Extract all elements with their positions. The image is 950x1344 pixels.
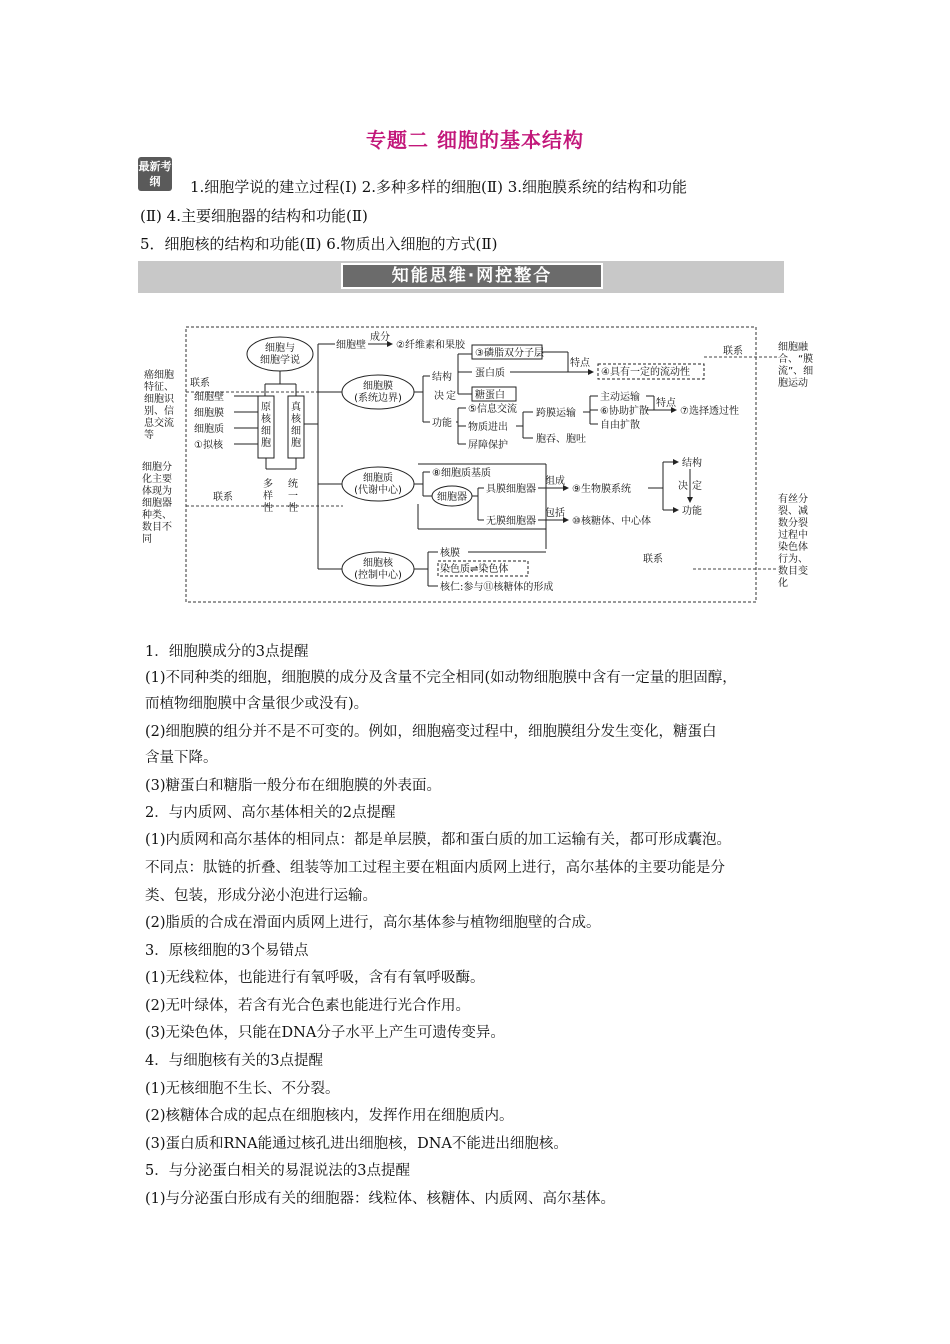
nucleus-2: (控制中心): [354, 570, 402, 581]
label-gongneng: 功能: [432, 418, 452, 429]
eukaryote-2: 核: [291, 414, 301, 425]
left-list-nucleoid: ①拟核: [194, 440, 223, 451]
jueding2-2: 定: [692, 481, 702, 492]
body-line-2: 而植物细胞膜中含量很少或没有)。: [145, 696, 369, 712]
membrane-1: 细胞膜: [363, 381, 393, 392]
jueding-2: 定: [446, 391, 456, 402]
prokaryote-2: 核: [261, 414, 271, 425]
label-ziyou: 自由扩散: [600, 420, 640, 431]
eukaryote-1: 真: [291, 402, 301, 413]
left-note-diff-2: 化主要: [142, 474, 172, 485]
body-line-5: (3)糖蛋白和糖脂一般分布在细胞膜的外表面。: [145, 778, 442, 794]
left-note-cancer: [144, 368, 175, 441]
label-baokuo: 包括: [545, 508, 565, 519]
body-line-8: 类、包装，形成分泌小泡进行运输。: [145, 888, 377, 904]
section-banner-title: 知能思维·网控整合: [341, 263, 603, 289]
left-list-cytoplasm: 细胞质: [194, 424, 224, 435]
cytoplasm-2: (代谢中心): [354, 485, 402, 496]
left-note-cancer-3: 细胞识: [144, 394, 174, 405]
left-list-wall: 细胞壁: [194, 392, 224, 403]
right-note-fusion-4: 胞运动: [778, 378, 808, 389]
right-note-fusion-1: 细胞融: [778, 342, 808, 353]
body-line-7: 不同点：肽链的折叠、组装等加工过程主要在粗面内质网上进行，高尔基体的主要功能是分: [145, 860, 725, 876]
body-line-12: (3)无染色体，只能在DNA分子水平上产生可遗传变异。: [145, 1025, 505, 1041]
node-8: ⑧细胞质基质: [432, 468, 491, 479]
unity-3: 性: [288, 503, 298, 514]
label-wumo: 无膜细胞器: [486, 516, 536, 527]
right-note-fusion-3: 流”、细: [778, 366, 814, 377]
page-title: 专题二 细胞的基本结构: [366, 128, 584, 152]
cell-theory-1: 细胞与: [265, 343, 295, 354]
jueding-1: 决: [434, 391, 444, 402]
nucleus-1: 细胞核: [363, 558, 393, 569]
label-hemo: 核膜: [440, 548, 460, 559]
right-note-mitosis-3: 数分裂: [778, 518, 808, 529]
label-protein: 蛋白质: [475, 368, 505, 379]
concept-map: [138, 324, 818, 606]
link-label-2: 联系: [213, 492, 233, 503]
left-note-cancer-6: 等: [144, 430, 154, 441]
link-label-3: 联系: [723, 346, 743, 357]
label-chromatin: 染色质⇌染色体: [440, 564, 509, 575]
prokaryote-4: 胞: [261, 438, 271, 449]
diversity-3: 性: [263, 503, 273, 514]
left-note-cancer-5: 息交流: [144, 418, 174, 429]
unity-2: 一: [288, 491, 298, 502]
node-7: ⑦选择透过性: [680, 406, 739, 417]
right-note-mitosis-4: 过程中: [778, 530, 808, 541]
body-line-16: (1)与分泌蛋白形成有关的细胞器：线粒体、核糖体、内质网、高尔基体。: [145, 1191, 616, 1207]
link-label-1: 联系: [190, 378, 210, 389]
jueding2-1: 决: [678, 481, 688, 492]
body-line-13: (1)无核细胞不生长、不分裂。: [145, 1081, 340, 1097]
label-tedian-2: 特点: [656, 398, 676, 409]
node-6: ⑥协助扩散: [600, 406, 649, 417]
unity-1: 统: [288, 479, 298, 490]
label-nucleolus: 核仁:参与⑪核糖体的形成: [440, 582, 554, 593]
body-line-15: (3)蛋白质和RNA能通过核孔进出细胞核，DNA不能进出细胞核。: [145, 1136, 568, 1152]
outline-line-2: (Ⅱ) 4.主要细胞器的结构和功能(Ⅱ): [140, 207, 368, 225]
label-glycoprotein: 糖蛋白: [475, 390, 505, 401]
label-gongneng-2: 功能: [682, 506, 702, 517]
left-note-diff-3: 体现为: [142, 486, 172, 497]
membrane-2: (系统边界): [354, 393, 402, 404]
left-note-differentiation: [142, 460, 172, 545]
body-line-11: (2)无叶绿体，若含有光合色素也能进行光合作用。: [145, 998, 471, 1014]
heading-1: 1．细胞膜成分的3点提醒: [145, 644, 309, 660]
heading-3: 3．原核细胞的3个易错点: [145, 943, 309, 959]
label-jiegou: 结构: [432, 372, 452, 383]
right-note-fusion: [778, 340, 813, 389]
label-zucheng: 组成: [545, 476, 565, 487]
right-note-mitosis-2: 裂、减: [778, 506, 808, 517]
outline-line-1: 1.细胞学说的建立过程(Ⅰ) 2.多种多样的细胞(Ⅱ) 3.细胞膜系统的结构和功能: [190, 178, 688, 196]
body-line-10: (1)无线粒体，也能进行有氧呼吸，含有有氧呼吸酶。: [145, 970, 485, 986]
label-tedian: 特点: [570, 358, 590, 369]
node-2: ②纤维素和果胶: [396, 340, 465, 351]
node-10: ⑩核糖体、中心体: [572, 516, 651, 527]
label-pingzhang: 屏障保护: [468, 440, 508, 451]
body-line-9: (2)脂质的合成在滑面内质网上进行，高尔基体参与植物细胞壁的合成。: [145, 915, 601, 931]
right-note-mitosis-5: 染色体: [778, 542, 808, 553]
eukaryote-3: 细: [291, 426, 301, 437]
organelle: 细胞器: [437, 492, 467, 503]
cell-wall: 细胞壁: [336, 340, 366, 351]
body-line-4: 含量下降。: [145, 750, 218, 766]
right-note-mitosis-7: 数目变: [778, 566, 808, 577]
node-5: ⑤信息交流: [468, 404, 517, 415]
left-list-membrane: 细胞膜: [194, 408, 224, 419]
link-label-4: 联系: [643, 554, 663, 565]
body-line-1: (1)不同种类的细胞，细胞膜的成分及含量不完全相同(如动物细胞膜中含有一定量的胆固醇，: [145, 670, 737, 686]
section-banner: [138, 261, 784, 293]
label-jumo: 具膜细胞器: [486, 484, 536, 495]
left-note-diff-4: 细胞器: [142, 498, 172, 509]
left-note-cancer-1: 癌细胞: [144, 370, 174, 381]
right-note-mitosis-8: 化: [778, 578, 788, 589]
node-3: ③磷脂双分子层: [475, 348, 544, 359]
right-note-fusion-2: 合、“膜: [778, 354, 814, 365]
left-note-cancer-2: 特征、: [144, 382, 174, 393]
left-note-diff-6: 数目不: [142, 522, 172, 533]
latest-syllabus-badge: 最新考纲: [138, 157, 172, 191]
label-baotu: 胞吞、胞吐: [536, 434, 586, 445]
label-kuamo: 跨膜运输: [536, 408, 576, 419]
label-jiegou-2: 结构: [682, 458, 702, 469]
node-4: ④具有一定的流动性: [601, 367, 690, 378]
cell-theory-2: 细胞学说: [260, 355, 300, 366]
prokaryote-3: 细: [261, 426, 271, 437]
right-note-mitosis-6: 行为、: [778, 554, 808, 565]
body-line-14: (2)核糖体合成的起点在细胞核内，发挥作用在细胞质内。: [145, 1108, 514, 1124]
right-note-mitosis: [778, 492, 808, 589]
cytoplasm-1: 细胞质: [363, 473, 393, 484]
prokaryote-1: 原: [261, 402, 271, 413]
label-zhudong: 主动运输: [600, 392, 640, 403]
body-line-6: (1)内质网和高尔基体的相同点：都是单层膜，都和蛋白质的加工运输有关，都可形成囊泡。: [145, 832, 732, 848]
node-9: ⑨生物膜系统: [572, 484, 631, 495]
outline-line-3: 5．细胞核的结构和功能(Ⅱ) 6.物质出入细胞的方式(Ⅱ): [140, 235, 498, 253]
right-note-mitosis-1: 有丝分: [778, 494, 808, 505]
left-note-diff-5: 种类、: [142, 510, 172, 521]
heading-4: 4．与细胞核有关的3点提醒: [145, 1053, 323, 1069]
heading-5: 5．与分泌蛋白相关的易混说法的3点提醒: [145, 1163, 410, 1179]
heading-2: 2．与内质网、高尔基体相关的2点提醒: [145, 805, 396, 821]
left-note-cancer-4: 别、信: [144, 406, 174, 417]
body-line-3: (2)细胞膜的组分并不是不可变的。例如，细胞癌变过程中，细胞膜组分发生变化，糖蛋白: [145, 724, 717, 740]
eukaryote-4: 胞: [291, 438, 301, 449]
label-chengfen: 成分: [370, 332, 390, 343]
diversity-2: 样: [263, 491, 273, 502]
label-wuzhi: 物质进出: [468, 422, 508, 433]
left-note-diff-7: 同: [142, 534, 152, 545]
left-note-diff-1: 细胞分: [142, 462, 172, 473]
diversity-1: 多: [263, 479, 273, 490]
